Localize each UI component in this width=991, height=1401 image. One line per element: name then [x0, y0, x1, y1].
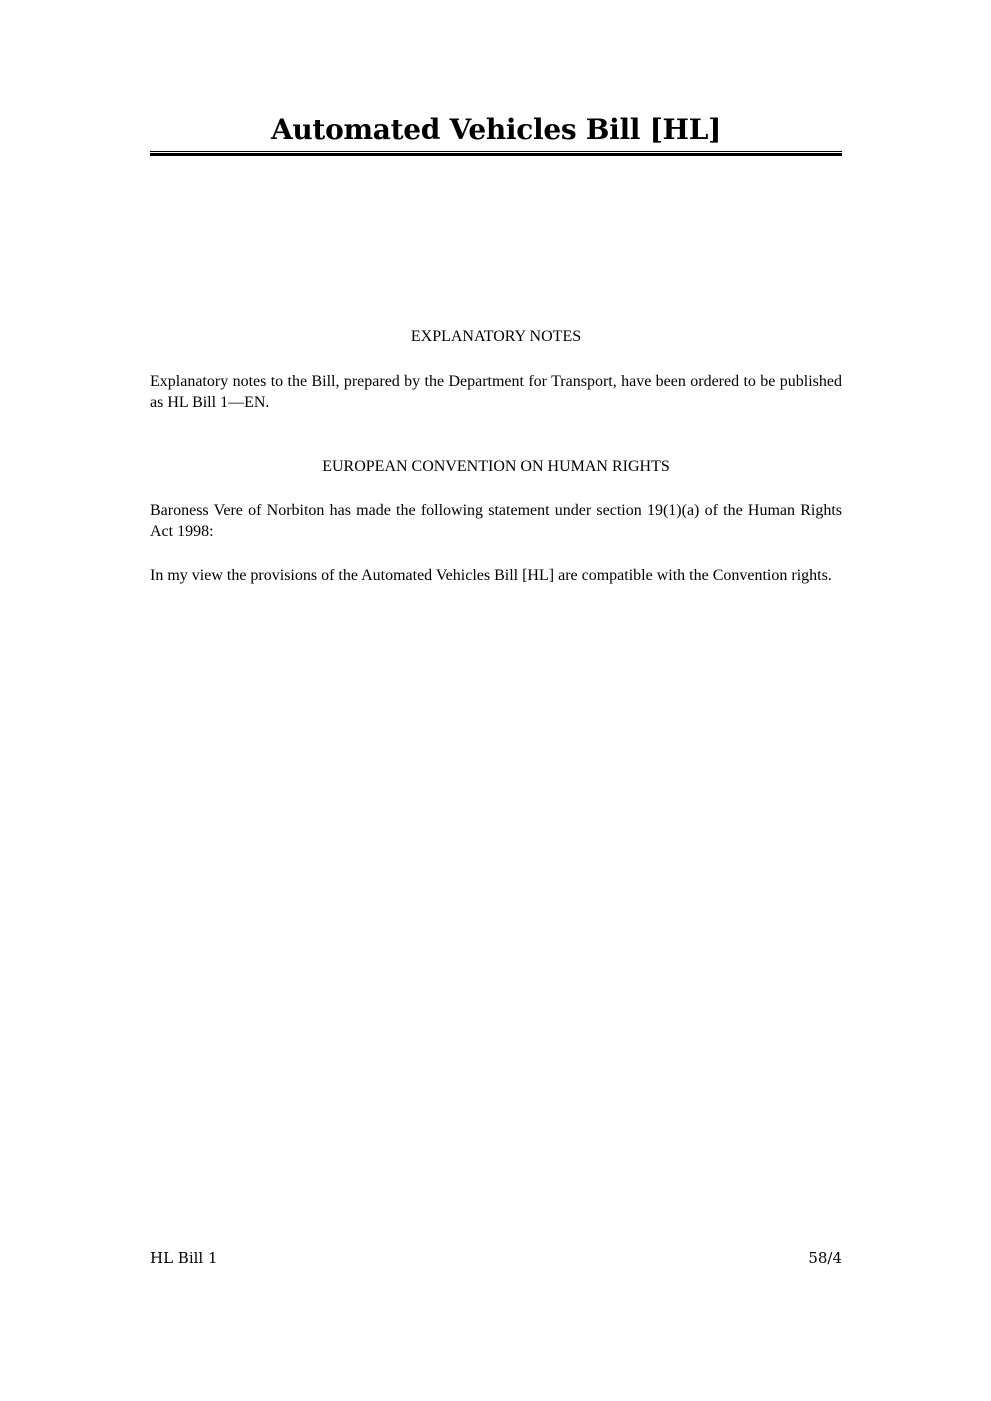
- paragraph-echr-statement: Baroness Vere of Norbiton has made the following statement under section 19(1)(a) of the Human Rights Act 1998:: [150, 502, 842, 540]
- title-rule-thick: [150, 153, 842, 156]
- title-rule-thin: [150, 151, 842, 152]
- footer-bill-number: HL Bill 1: [150, 1249, 218, 1267]
- paragraph-compatibility: In my view the provisions of the Automated Vehicles Bill [HL] are compatible with the Convention rights.: [150, 567, 832, 584]
- page-footer: [150, 1248, 842, 1268]
- footer-page-ref: 58/4: [808, 1249, 842, 1267]
- paragraph-explanatory-notes: Explanatory notes to the Bill, prepared by the Department for Transport, have been ordered to be published as HL Bill 1—EN.: [150, 373, 842, 411]
- section-heading-explanatory-notes: EXPLANATORY NOTES: [410, 328, 582, 345]
- page-title: Automated Vehicles Bill [HL]: [270, 113, 722, 146]
- section-heading-echr: EUROPEAN CONVENTION ON HUMAN RIGHTS: [322, 458, 670, 475]
